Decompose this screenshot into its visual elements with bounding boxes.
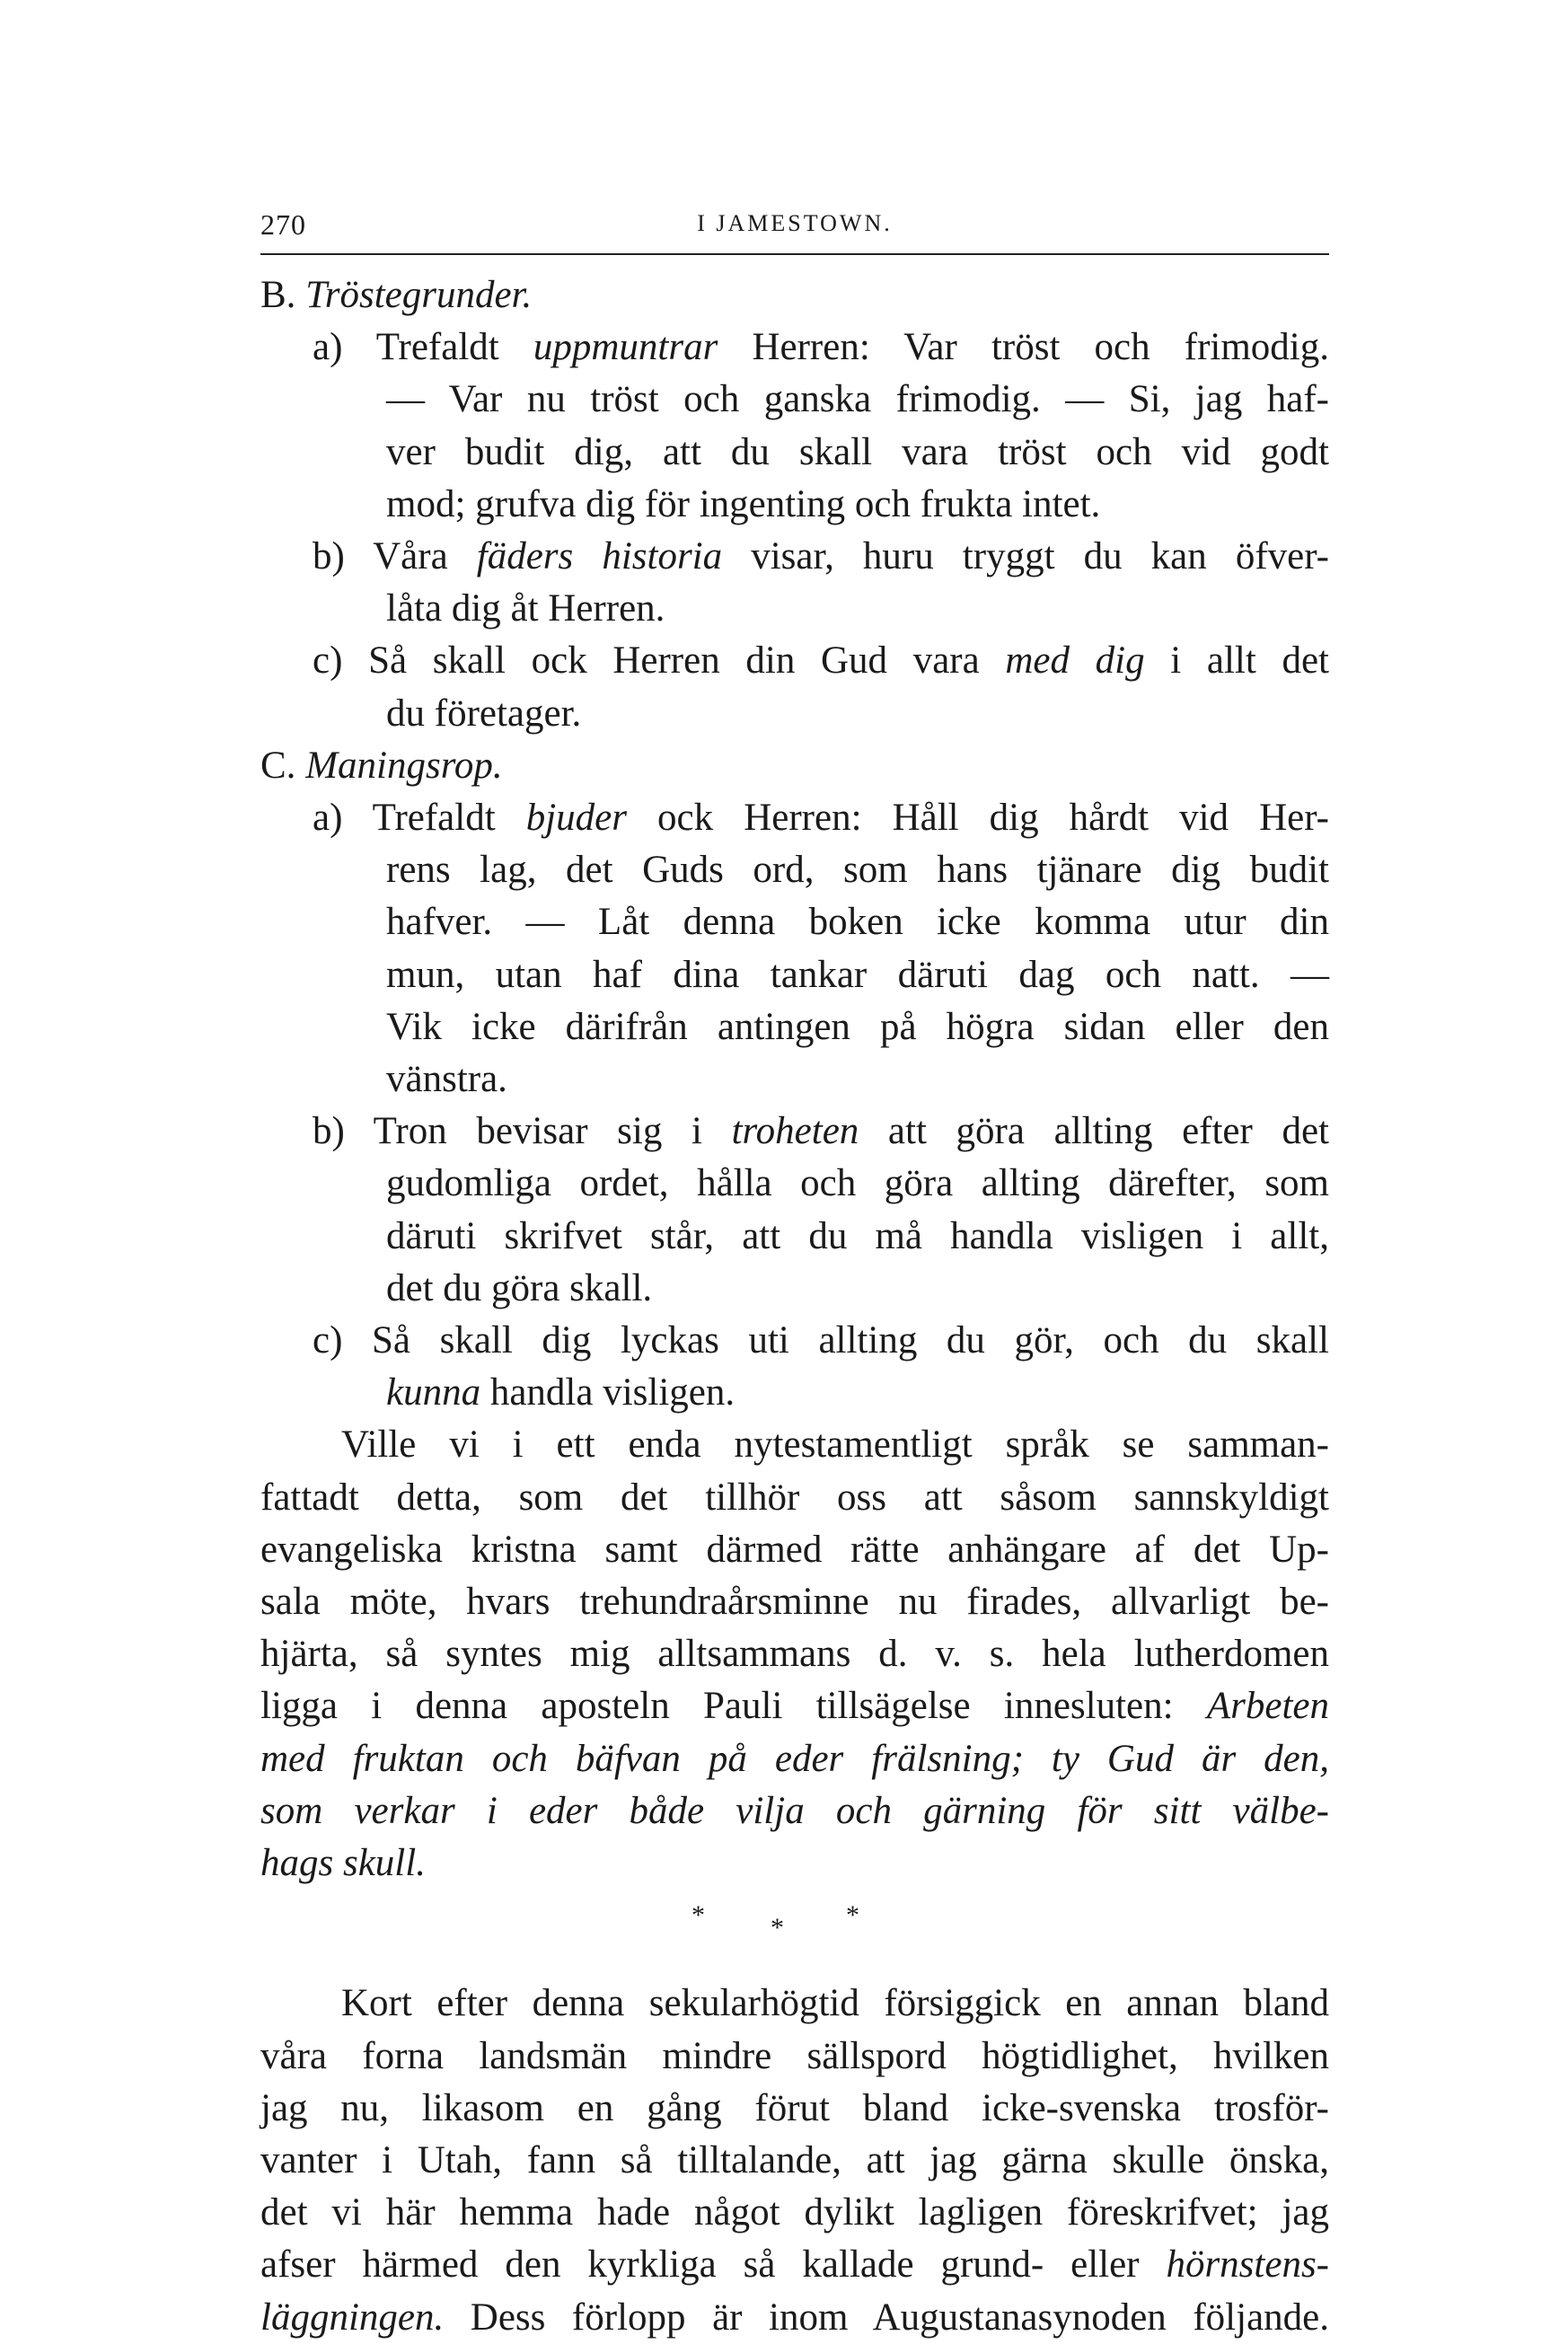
text-line — [260, 688, 1329, 740]
text-line — [260, 2239, 1329, 2291]
text-line — [260, 479, 1329, 531]
text-line — [260, 1419, 1329, 1471]
emphasis-text: hörnstens- — [1166, 2243, 1329, 2287]
line-text: b) Tron bevisar sig i — [313, 1110, 732, 1153]
line-text: du företager. — [386, 692, 582, 735]
text-line — [260, 2083, 1329, 2135]
line-text: hafver. — Låt denna boken icke komma utur din — [386, 901, 1329, 944]
text-line — [260, 949, 1329, 1001]
emphasis-text: fäders historia — [476, 535, 723, 578]
text-line — [260, 2031, 1329, 2083]
line-text: ver budit dig, att du skall vara tröst och vid godt — [386, 430, 1329, 473]
book-page — [260, 208, 1329, 2344]
line-text: a) Trefaldt — [313, 326, 533, 369]
header-rule — [260, 253, 1329, 255]
text-line — [260, 374, 1329, 426]
emphasis-text: Arbeten — [1206, 1685, 1329, 1728]
text-line — [260, 1785, 1329, 1837]
line-text: c) Så skall dig lyckas uti allting du gör, och du skall — [313, 1319, 1329, 1362]
text-line — [260, 583, 1329, 635]
text-line — [260, 844, 1329, 896]
line-text-rest: ock Herren: Håll dig hårdt vid Her- — [627, 797, 1330, 840]
emphasis-text: Maningsrop. — [305, 744, 503, 787]
line-text: sala möte, hvars trehundraårsminne nu firades, allvarligt be- — [260, 1581, 1329, 1624]
line-text-rest: Herren: Var tröst och frimodig. — [718, 326, 1329, 369]
text-line — [260, 896, 1329, 948]
line-text: mod; grufva dig för ingenting och frukta intet. — [386, 482, 1101, 525]
text-line — [260, 1001, 1329, 1053]
line-text: B. — [260, 274, 306, 316]
line-text-rest: visar, huru tryggt du kan öfver- — [722, 535, 1330, 578]
emphasis-text: som verkar i eder både vilja och gärning för sitt välbe- — [260, 1789, 1329, 1832]
page-number: 270 — [260, 208, 306, 241]
star-2: * — [771, 1913, 784, 1943]
text-line — [260, 269, 1329, 322]
text-line — [260, 1628, 1329, 1680]
line-text: våra forna landsmän mindre sällspord högtidlighet, hvilken — [260, 2034, 1329, 2077]
line-text: låta dig åt Herren. — [386, 587, 665, 630]
line-text: rens lag, det Guds ord, som hans tjänare dig budit — [386, 849, 1329, 892]
emphasis-text: med dig — [1005, 639, 1145, 683]
line-text: b) Våra — [313, 535, 477, 578]
line-text: det vi här hemma hade något dylikt lagligen föreskrifvet; jag — [260, 2191, 1329, 2234]
emphasis-text: läggningen. — [260, 2296, 445, 2339]
text-line — [260, 1315, 1329, 1367]
page-header — [260, 208, 1329, 244]
line-text: det du göra skall. — [386, 1266, 653, 1309]
emphasis-text: hags skull. — [260, 1842, 426, 1885]
line-text: fattadt detta, som det tillhör oss att såsom sannskyldigt — [260, 1476, 1329, 1519]
line-text: evangeliska kristna samt därmed rätte anhängare af det Up- — [260, 1528, 1329, 1571]
text-line — [260, 427, 1329, 479]
star-1: * — [692, 1900, 705, 1931]
line-text: mun, utan haf dina tankar däruti dag och natt. — — [386, 953, 1329, 996]
text-line — [260, 2292, 1329, 2344]
text-line — [260, 792, 1329, 844]
text-line — [260, 1367, 1329, 1419]
line-text: vanter i Utah, fann så tilltalande, att jag gärna skulle önska, — [260, 2138, 1329, 2181]
text-block-outline — [260, 269, 1329, 1890]
line-text-rest: i allt det — [1144, 639, 1329, 683]
text-line — [260, 1106, 1329, 1158]
line-text: Ville vi i ett enda nytestamentligt språk se samman- — [341, 1423, 1329, 1467]
text-line — [260, 1158, 1329, 1210]
text-line — [260, 1576, 1329, 1628]
text-line — [260, 1211, 1329, 1263]
text-line — [260, 322, 1329, 374]
emphasis-text: kunna — [386, 1371, 481, 1414]
line-text: c) Så skall ock Herren din Gud vara — [313, 639, 1006, 683]
line-text-rest: att göra allting efter det — [859, 1110, 1330, 1153]
text-line — [260, 740, 1329, 792]
text-line — [260, 635, 1329, 687]
emphasis-text: Tröstegrunder. — [305, 274, 533, 316]
emphasis-text: med fruktan och bäfvan på eder frälsning; ty Gud är den, — [260, 1737, 1329, 1780]
line-text: gudomliga ordet, hålla och göra allting därefter, som — [386, 1162, 1329, 1205]
line-text-rest: Dess förlopp är inom Augustanasynoden följande. — [444, 2296, 1329, 2339]
text-line — [260, 1733, 1329, 1785]
text-line — [260, 1263, 1329, 1315]
emphasis-text: troheten — [731, 1110, 859, 1153]
text-line — [260, 2135, 1329, 2187]
text-block-cornerstone — [260, 1978, 1329, 2343]
emphasis-text: bjuder — [525, 797, 627, 840]
emphasis-text: uppmuntrar — [533, 326, 718, 369]
running-title: I JAMESTOWN. — [697, 210, 893, 236]
star-3: * — [846, 1900, 859, 1931]
line-text: ligga i denna aposteln Pauli tillsägelse innesluten: — [260, 1685, 1207, 1728]
line-text: vänstra. — [386, 1058, 507, 1101]
line-text: — Var nu tröst och ganska frimodig. — Si, jag haf- — [386, 378, 1329, 421]
text-line — [260, 1524, 1329, 1576]
text-line — [260, 1837, 1329, 1890]
line-text: hjärta, så syntes mig alltsammans d. v. s. hela lutherdomen — [260, 1633, 1329, 1676]
line-text: jag nu, likasom en gång förut bland icke-svenska trosför- — [260, 2086, 1329, 2129]
line-text-rest: handla visligen. — [480, 1371, 736, 1414]
text-line — [260, 1978, 1329, 2030]
line-text: a) Trefaldt — [313, 797, 526, 840]
section-separator — [260, 1890, 1329, 1942]
line-text: C. — [260, 744, 306, 787]
text-line — [260, 531, 1329, 583]
line-text: Vik icke därifrån antingen på högra sidan eller den — [386, 1005, 1329, 1048]
text-line — [260, 2187, 1329, 2239]
line-text: däruti skrifvet står, att du må handla visligen i allt, — [386, 1214, 1329, 1257]
text-line — [260, 1472, 1329, 1524]
text-line — [260, 1053, 1329, 1106]
text-line — [260, 1680, 1329, 1732]
line-text: Kort efter denna sekularhögtid försiggick en annan bland — [341, 1982, 1329, 2025]
line-text: afser härmed den kyrkliga så kallade grund- eller — [260, 2243, 1167, 2287]
